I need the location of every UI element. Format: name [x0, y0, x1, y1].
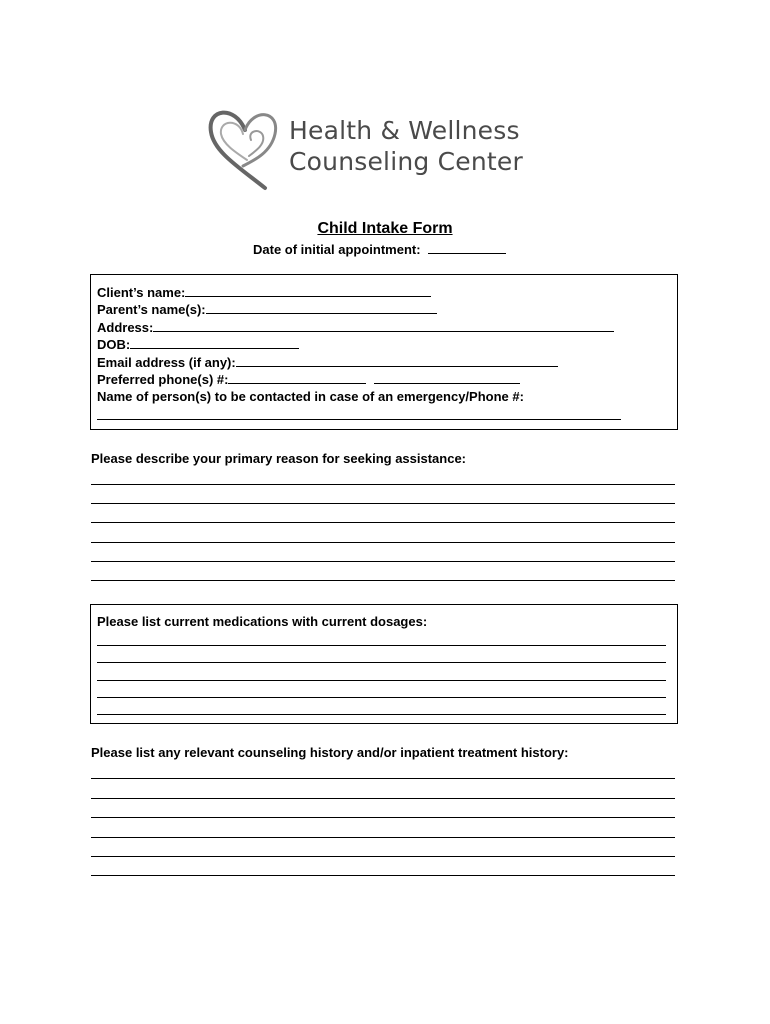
phone-row — [97, 371, 520, 388]
appointment-date-row — [253, 241, 506, 257]
reason-line[interactable] — [91, 522, 675, 523]
history-line[interactable] — [91, 875, 675, 876]
appointment-date-field[interactable] — [428, 241, 506, 254]
parent-names-label: Parent’s name(s): — [97, 302, 206, 317]
history-heading: Please list any relevant counseling history and/or inpatient treatment history: — [91, 745, 569, 760]
emergency-contact-field[interactable] — [97, 419, 621, 420]
medication-line[interactable] — [97, 714, 666, 715]
client-name-field[interactable] — [185, 284, 431, 297]
appointment-date-label: Date of initial appointment: — [253, 242, 421, 257]
address-row — [97, 319, 614, 336]
email-row — [97, 354, 558, 371]
reason-line[interactable] — [91, 484, 675, 485]
phone-label: Preferred phone(s) #: — [97, 372, 229, 387]
reason-line[interactable] — [91, 561, 675, 562]
logo-line-2: Counseling Center — [289, 147, 523, 176]
address-field[interactable] — [153, 319, 614, 332]
medication-line[interactable] — [97, 645, 666, 646]
reason-heading: Please describe your primary reason for seeking assistance: — [91, 451, 467, 466]
history-line[interactable] — [91, 778, 675, 779]
dob-label: DOB: — [97, 337, 131, 352]
email-label: Email address (if any): — [97, 355, 236, 370]
phone-field-2[interactable] — [374, 371, 520, 384]
medications-heading: Please list current medications with current dosages: — [97, 614, 428, 629]
parent-names-row — [97, 301, 437, 318]
reason-line[interactable] — [91, 580, 675, 581]
dob-row — [97, 336, 299, 353]
reason-line[interactable] — [91, 503, 675, 504]
logo-line-1: Health & Wellness — [289, 116, 520, 145]
heart-icon — [205, 100, 285, 195]
client-name-label: Client’s name: — [97, 285, 186, 300]
dob-field[interactable] — [130, 336, 299, 349]
parent-names-field[interactable] — [206, 301, 437, 314]
history-line[interactable] — [91, 837, 675, 838]
email-field[interactable] — [236, 354, 558, 367]
history-line[interactable] — [91, 798, 675, 799]
phone-field-1[interactable] — [228, 371, 366, 384]
emergency-contact-label: Name of person(s) to be contacted in case of an emergency/Phone #: — [97, 389, 524, 404]
medication-line[interactable] — [97, 680, 666, 681]
client-name-row — [97, 284, 431, 301]
history-line[interactable] — [91, 856, 675, 857]
medication-line[interactable] — [97, 697, 666, 698]
form-title: Child Intake Form — [317, 220, 453, 237]
history-line[interactable] — [91, 817, 675, 818]
medication-line[interactable] — [97, 662, 666, 663]
address-label: Address: — [97, 320, 154, 335]
reason-line[interactable] — [91, 542, 675, 543]
